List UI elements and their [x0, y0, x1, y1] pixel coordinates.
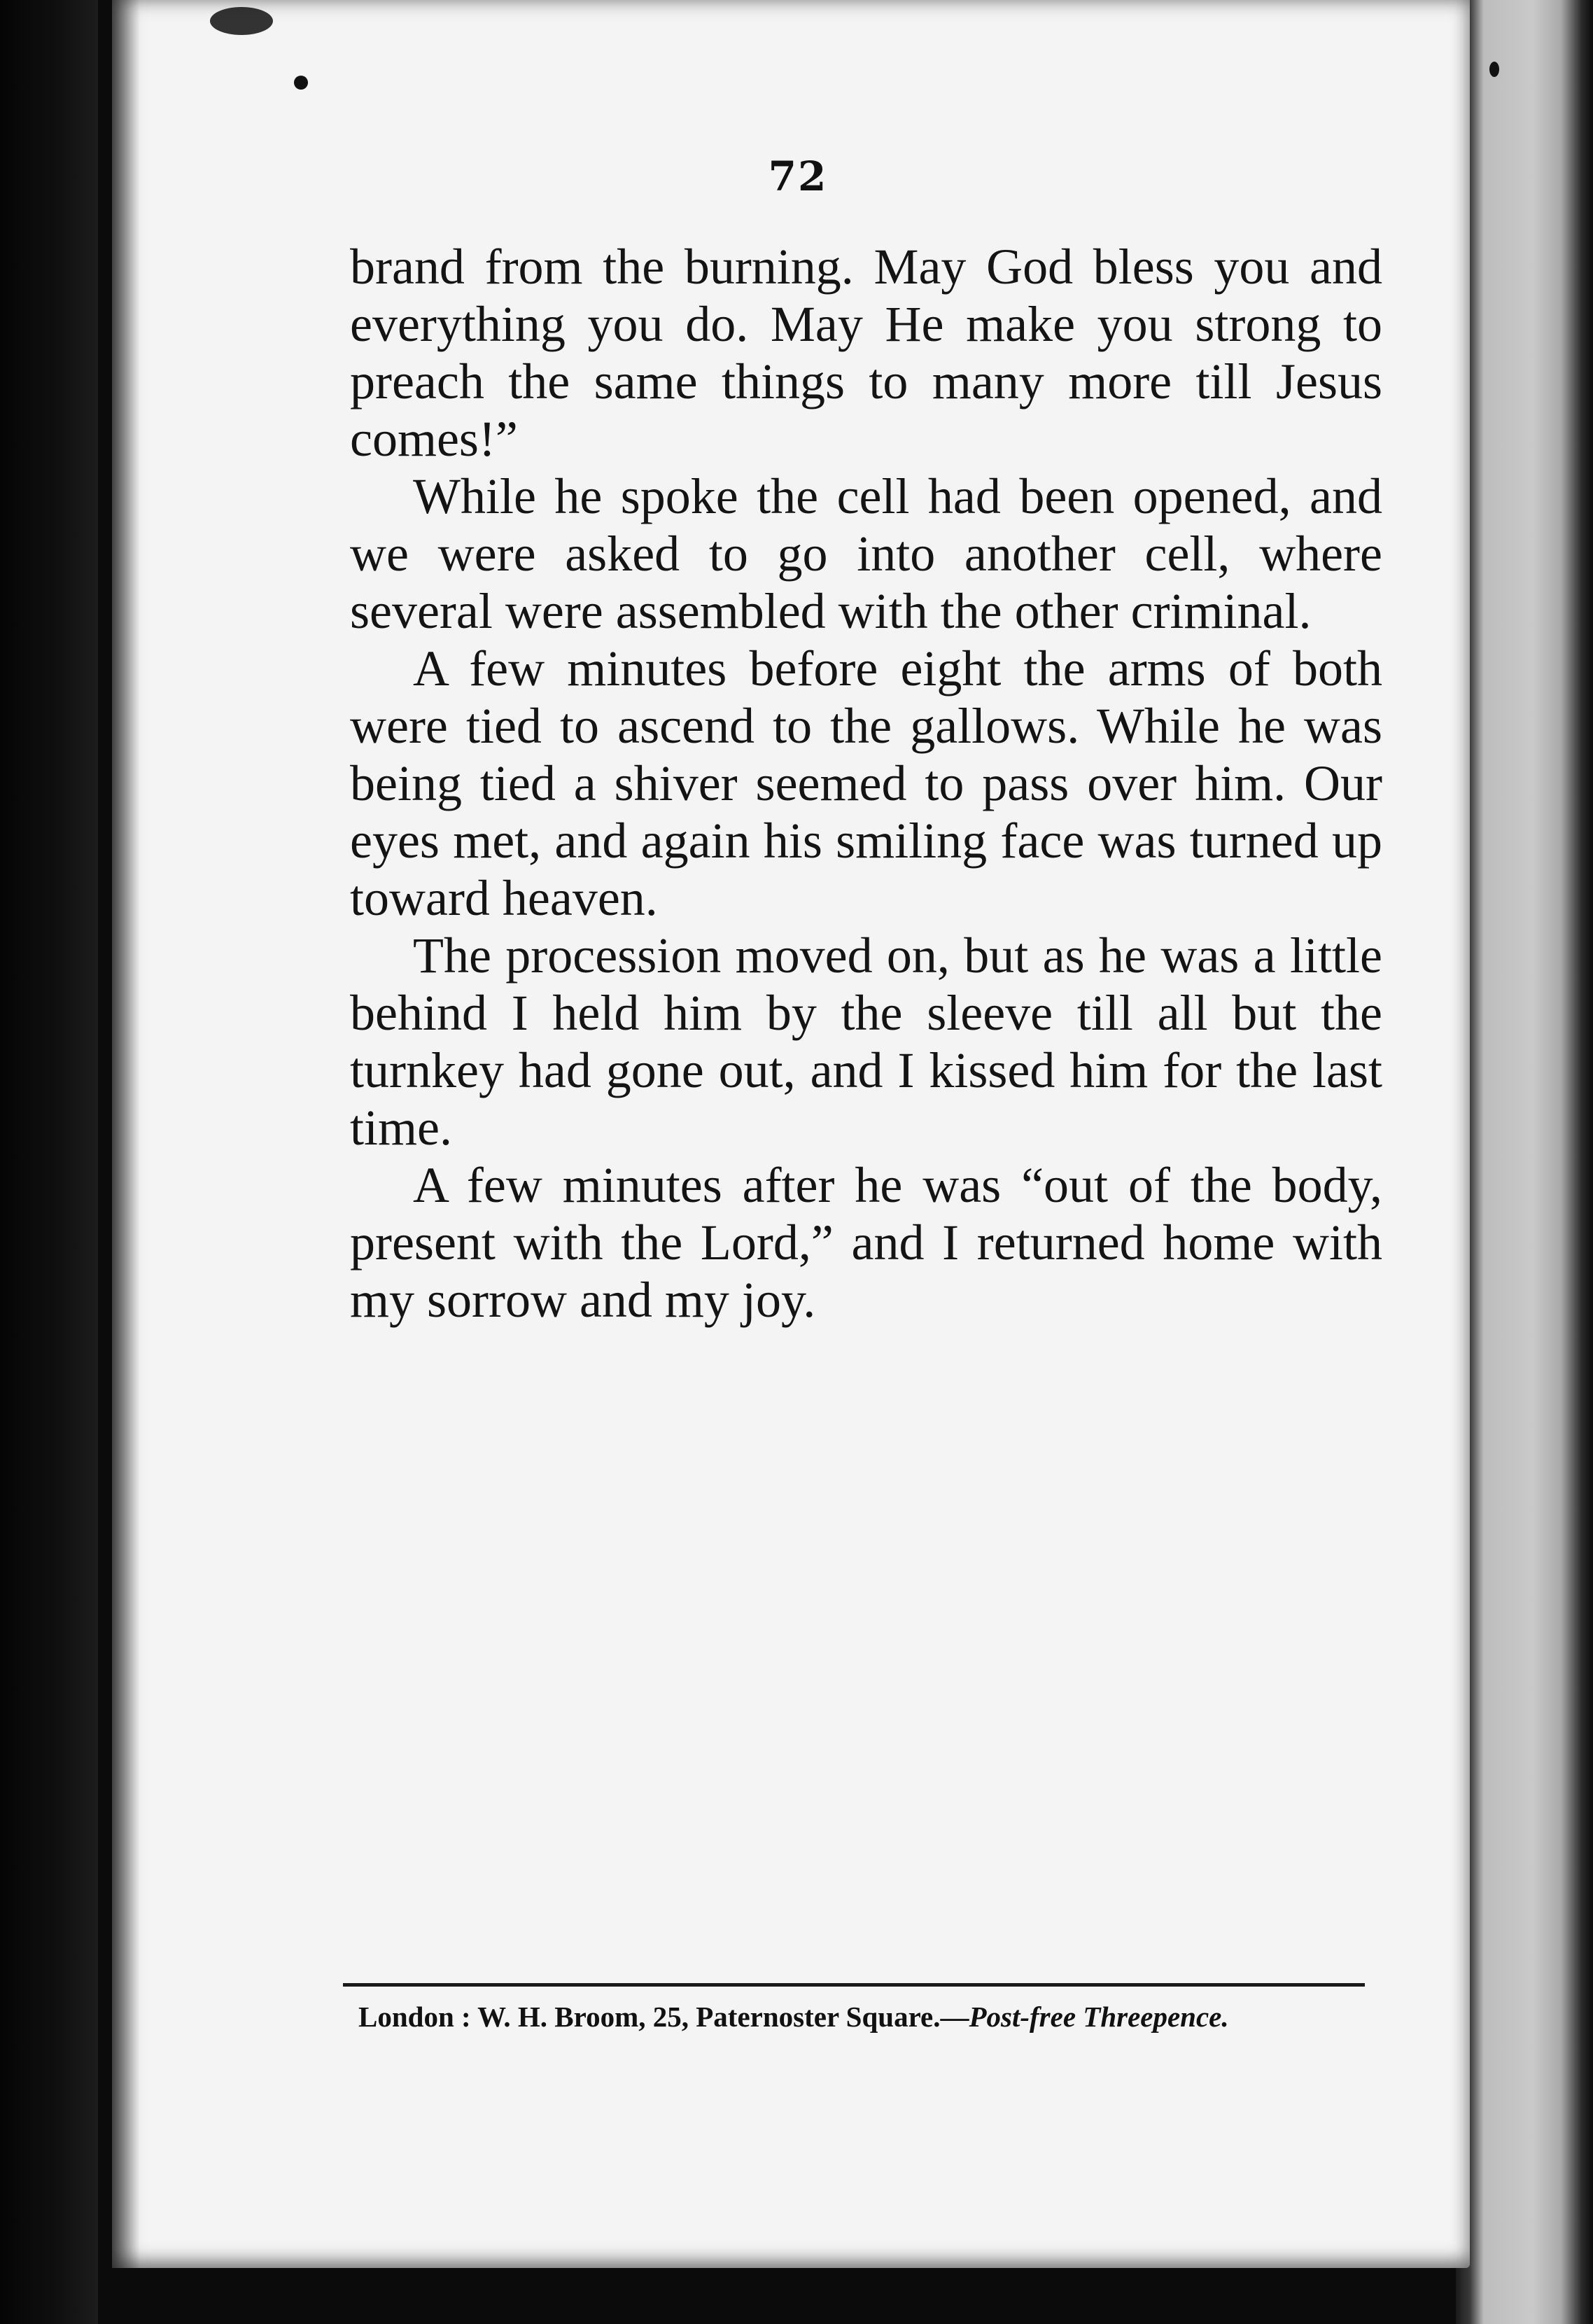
publisher-imprint [358, 1997, 1380, 2036]
paragraph: A few minutes before eight the arms of both were tied to ascend to the gallows. While he was being tied a shiver seemed to pass over him. Our eyes met, and again his smiling face was turned up toward heaven. [350, 640, 1382, 926]
footer-rule [343, 1983, 1365, 1987]
gutter-shadow [112, 0, 140, 2268]
paragraph: brand from the burning. May God bless you and everything you do. May He make you strong to preach the same things to many more till Jesus comes!” [350, 239, 1382, 467]
page-number: 72 [768, 153, 828, 200]
paragraph: The procession moved on, but as he was a little behind I held him by the sleeve till all but the turnkey had gone out, and I kissed him for the last time. [350, 927, 1382, 1156]
paragraph: A few minutes after he was “out of the body, present with the Lord,” and I returned home with my sorrow and my joy. [350, 1157, 1382, 1328]
price-line: Post-free Threepence. [969, 2001, 1229, 2033]
body-text [350, 238, 1382, 1329]
publisher-line: London : W. H. Broom, 25, Paternoster Square.— [358, 2001, 969, 2033]
scan-speck [210, 7, 273, 35]
scan-speck [1489, 62, 1499, 77]
paragraph: While he spoke the cell had been opened, and we were asked to go into another cell, where several were assembled with the other criminal. [350, 468, 1382, 639]
book-binding-left [0, 0, 98, 2324]
scan-speck [294, 76, 308, 90]
book-edge-right [1456, 0, 1593, 2324]
